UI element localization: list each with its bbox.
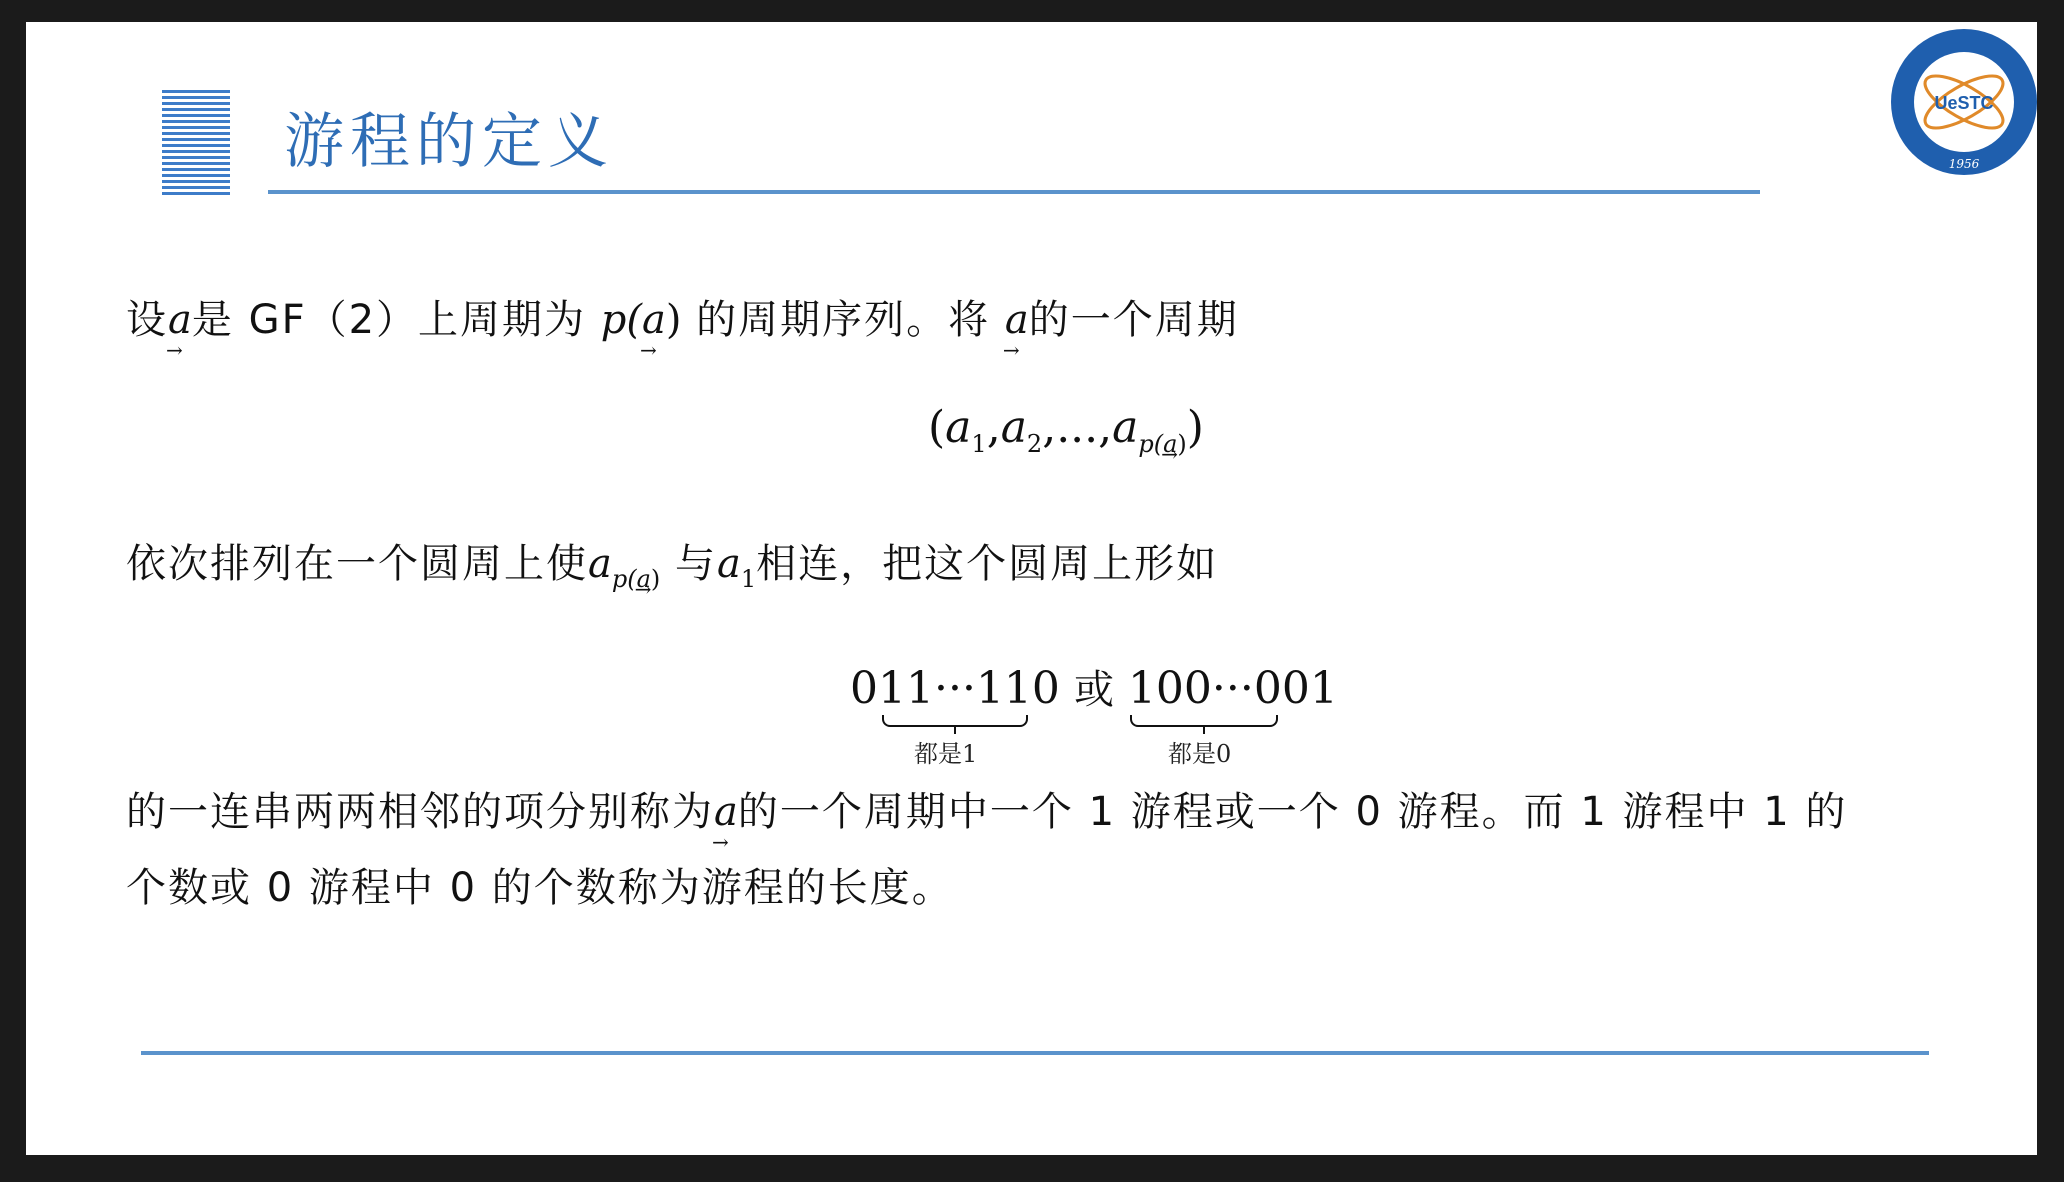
title-underline [268, 190, 1760, 194]
sequence-symbol: a → [1005, 300, 1029, 340]
run-example [850, 663, 1338, 714]
text: 的一连串两两相邻的项分别称为 [126, 789, 714, 835]
brace-zeros [1130, 715, 1278, 727]
run-pattern-ones: 011···110 [850, 663, 1060, 714]
university-logo [1888, 26, 2037, 178]
paragraph-line-2 [126, 541, 1219, 593]
text: 是 GF（2）上周期为 [191, 297, 587, 343]
conjunction-or: 或 [1073, 667, 1114, 713]
text: 与 [675, 541, 717, 587]
brace-label-ones: 都是1 [914, 740, 978, 768]
brace-label-zeros: 都是0 [1168, 740, 1232, 768]
paragraph-line-1 [126, 297, 1239, 343]
footer-rule [141, 1051, 1929, 1055]
period-tuple-equation: $(a_1,a_2,...,a_{p(a)})$ [928, 402, 1204, 458]
logo-year: 1956 [1948, 157, 1980, 171]
text: 的一个周期中一个 1 游程或一个 0 游程。而 1 游程中 1 的 [737, 789, 1848, 835]
text: 的周期序列。将 [696, 297, 991, 343]
sequence-symbol: a → [714, 792, 738, 832]
term-a-p: $a_{p(a)}$ [588, 541, 661, 593]
run-pattern-zeros: 100···001 [1127, 663, 1338, 714]
term-a-1: $a_1$ [717, 541, 757, 593]
text: 相连，把这个圆周上形如 [756, 541, 1219, 587]
brace-ones [882, 715, 1028, 727]
text: 的一个周期 [1028, 297, 1239, 343]
title-stripes-decoration [162, 90, 230, 196]
text: 依次排列在一个圆周上使 [126, 541, 588, 587]
text: 设 [126, 297, 168, 343]
slide [26, 22, 2037, 1155]
slide-title: 游程的定义 [284, 107, 614, 177]
sequence-symbol: a → [168, 300, 192, 340]
paragraph-line-3 [126, 789, 1848, 835]
paragraph-line-4: 个数或 0 游程中 0 的个数称为游程的长度。 [126, 865, 954, 911]
logo-text: UeSTC [1934, 93, 1994, 113]
period-expression: p(a →) [601, 297, 682, 343]
